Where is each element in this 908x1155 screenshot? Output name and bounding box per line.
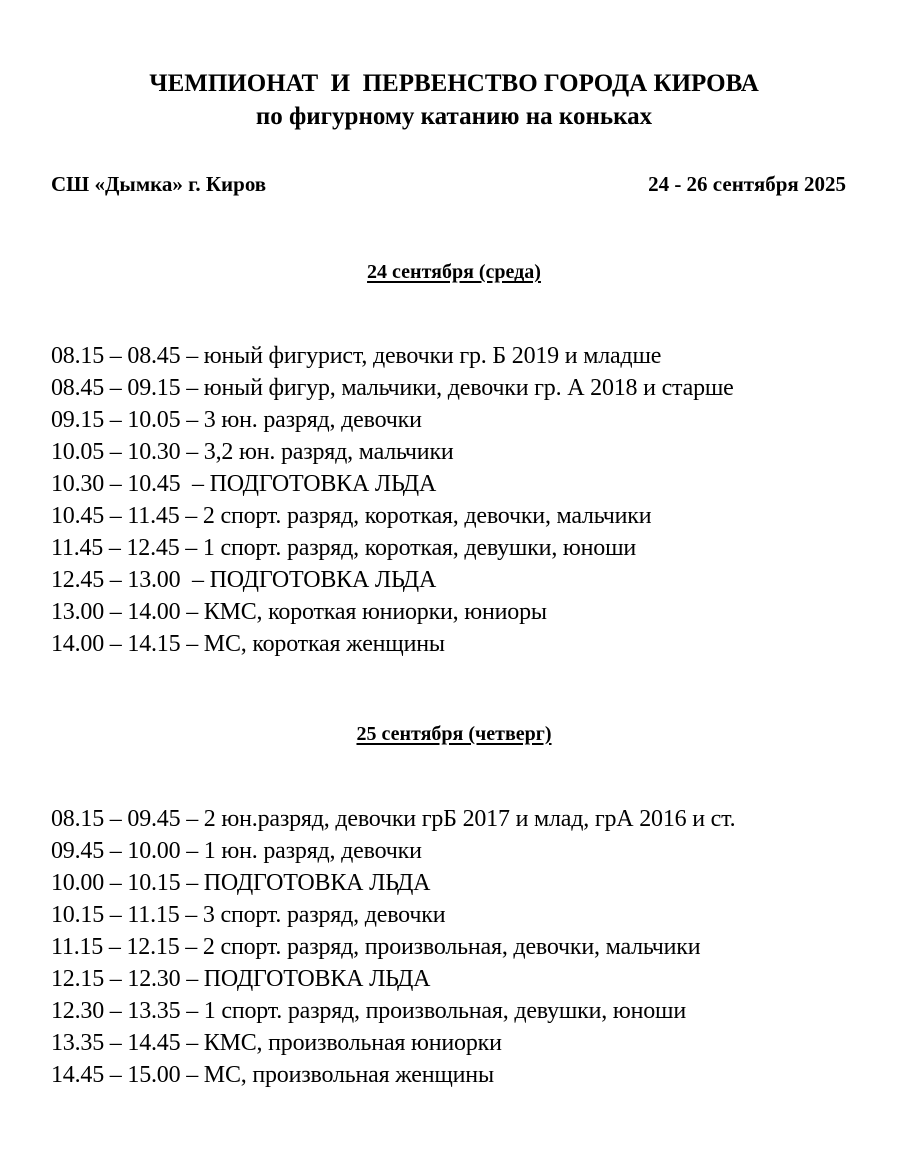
- document-subtitle: по фигурному катанию на коньках: [255, 103, 653, 130]
- schedule-item: 10.45 – 11.45 – 2 спорт. разряд, короткая, девочки, мальчики: [51, 503, 652, 529]
- day-heading-sep-24: [0, 258, 908, 286]
- schedule-item: 14.00 – 14.15 – МС, короткая женщины: [51, 631, 445, 657]
- schedule-item: 12.15 – 12.30 – ПОДГОТОВКА ЛЬДА: [51, 966, 431, 992]
- event-dates: 24 - 26 сентября 2025: [648, 172, 846, 196]
- schedule-item: 11.45 – 12.45 – 1 спорт. разряд, короткая, девушки, юноши: [51, 535, 637, 561]
- schedule-list-sep-25: [51, 803, 735, 1091]
- schedule-item: 08.15 – 08.45 – юный фигурист, девочки гр. Б 2019 и младше: [51, 343, 662, 369]
- schedule-item: 10.15 – 11.15 – 3 спорт. разряд, девочки: [51, 902, 446, 928]
- schedule-list-sep-24: [51, 340, 734, 660]
- schedule-item: 08.45 – 09.15 – юный фигур, мальчики, девочки гр. А 2018 и старше: [51, 375, 734, 401]
- schedule-item: 09.15 – 10.05 – 3 юн. разряд, девочки: [51, 407, 422, 433]
- day-heading-sep-25: [0, 720, 908, 748]
- schedule-item: 14.45 – 15.00 – МС, произвольная женщины: [51, 1062, 494, 1088]
- schedule-item: 10.30 – 10.45 – ПОДГОТОВКА ЛЬДА: [51, 471, 437, 497]
- document-title: ЧЕМПИОНАТ И ПЕРВЕНСТВО ГОРОДА КИРОВА: [149, 70, 759, 97]
- schedule-item: 11.15 – 12.15 – 2 спорт. разряд, произвольная, девочки, мальчики: [51, 934, 701, 960]
- day-heading-text: 24 сентября (среда): [367, 261, 541, 283]
- schedule-item: 13.35 – 14.45 – КМС, произвольная юниорки: [51, 1030, 502, 1056]
- schedule-item: 12.45 – 13.00 – ПОДГОТОВКА ЛЬДА: [51, 567, 437, 593]
- schedule-item: 13.00 – 14.00 – КМС, короткая юниорки, юниоры: [51, 599, 547, 625]
- venue-label: СШ «Дымка» г. Киров: [51, 172, 267, 196]
- schedule-item: 10.05 – 10.30 – 3,2 юн. разряд, мальчики: [51, 439, 454, 465]
- schedule-item: 08.15 – 09.45 – 2 юн.разряд, девочки грБ 2017 и млад, грА 2016 и ст.: [51, 806, 736, 832]
- schedule-item: 09.45 – 10.00 – 1 юн. разряд, девочки: [51, 838, 422, 864]
- schedule-item: 10.00 – 10.15 – ПОДГОТОВКА ЛЬДА: [51, 870, 431, 896]
- day-heading-text: 25 сентября (четверг): [356, 723, 552, 745]
- schedule-item: 12.30 – 13.35 – 1 спорт. разряд, произвольная, девушки, юноши: [51, 998, 686, 1024]
